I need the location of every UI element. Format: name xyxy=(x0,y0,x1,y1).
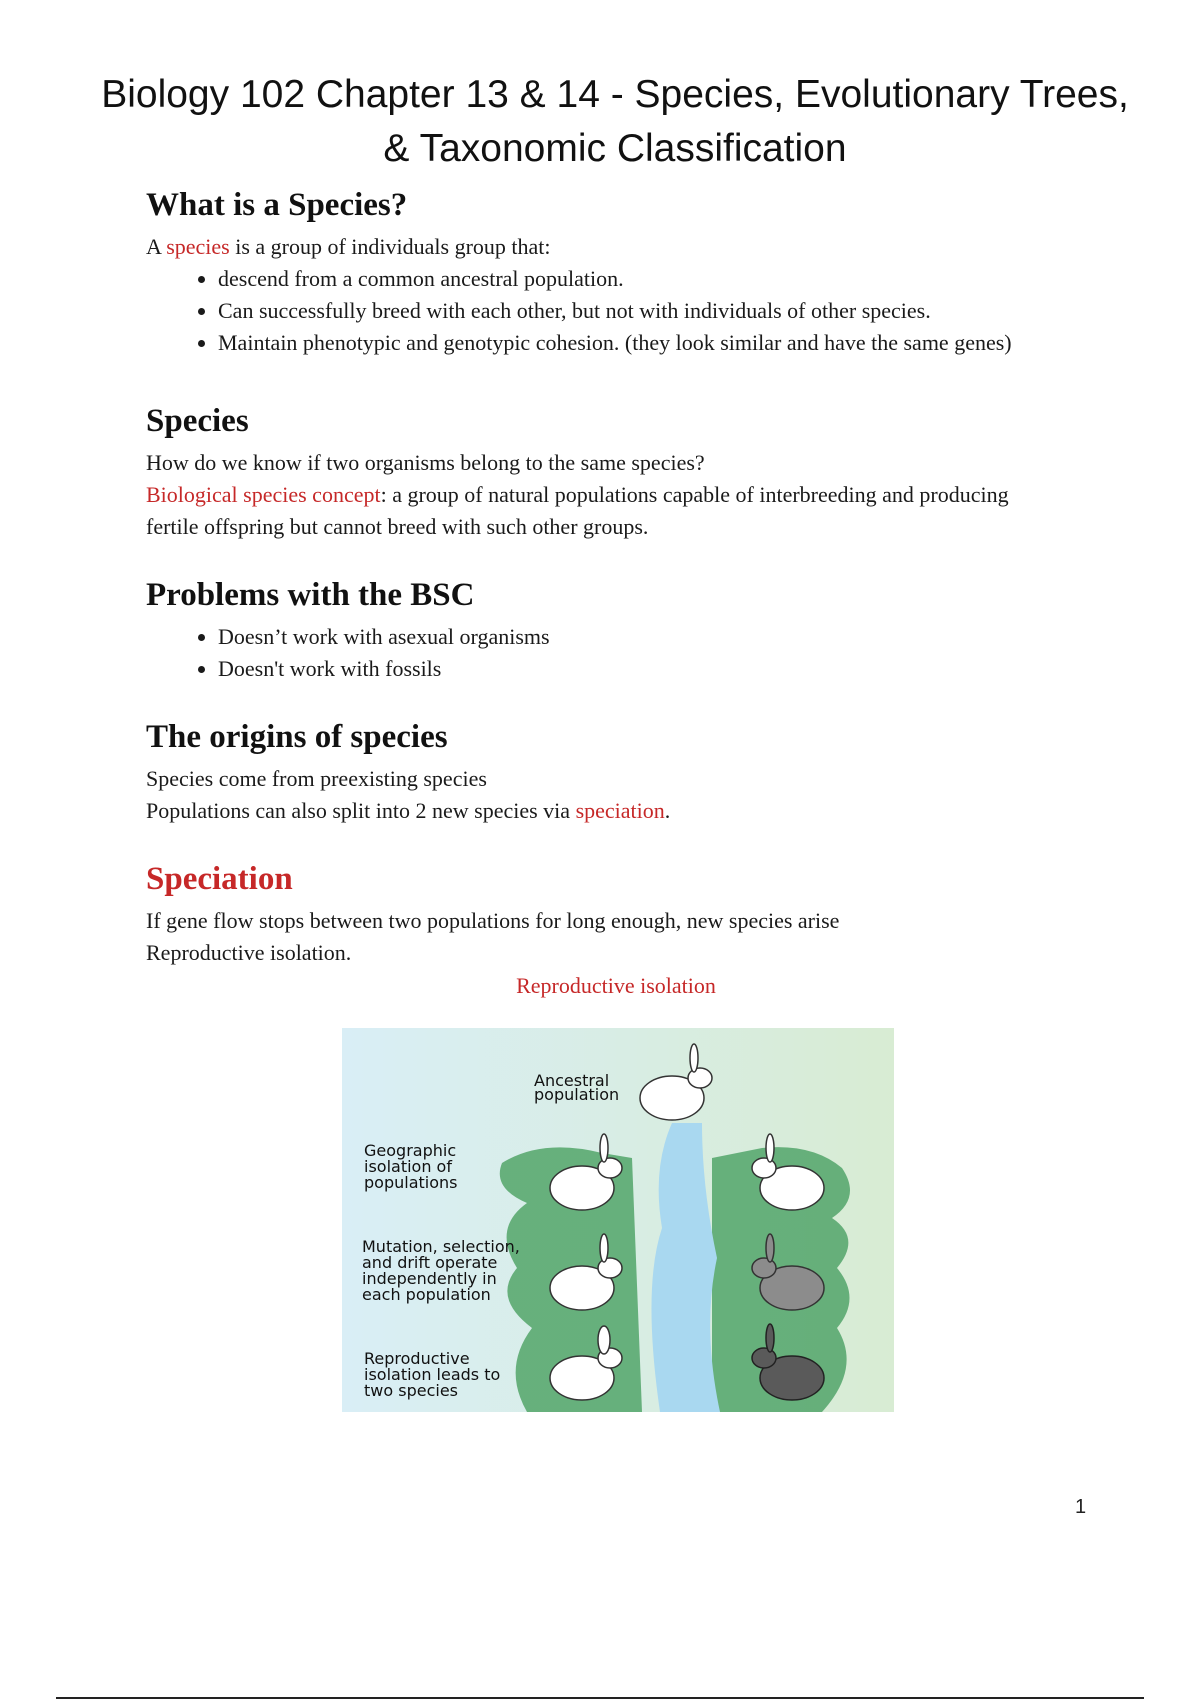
section-heading: Speciation xyxy=(146,861,293,897)
section-heading: What is a Species? xyxy=(146,187,408,223)
reproductive-isolation-figure xyxy=(342,1028,894,1412)
origins-line-1: Species come from preexisting species xyxy=(146,766,487,791)
document-title xyxy=(60,68,1170,176)
section-origins xyxy=(146,715,1046,827)
title-line-1: Biology 102 Chapter 13 & 14 - Species, Evolutionary Trees, xyxy=(101,73,1129,116)
section-problems-bsc xyxy=(146,573,1046,685)
species-intro: A species is a group of individuals group that: xyxy=(146,234,551,259)
bsc-term: Biological species concept xyxy=(146,482,381,507)
species-criteria-list xyxy=(146,263,1046,359)
list-item: • Can successfully breed with each other, but not with individuals of other species. xyxy=(218,295,1046,327)
speciation-line-1: If gene flow stops between two populations for long enough, new species arise xyxy=(146,908,840,933)
list-item: • Doesn't work with fossils xyxy=(218,653,1046,685)
figure-caption: Reproductive isolation xyxy=(516,973,716,998)
bsc-definition: Biological species concept: a group of natural populations capable of interbreeding and producing fertile offspring but cannot breed with such other groups. xyxy=(146,482,1009,539)
origins-line-2: Populations can also split into 2 new species via speciation. xyxy=(146,798,671,823)
species-question: How do we know if two organisms belong to the same species? xyxy=(146,450,705,475)
list-item: • Doesn’t work with asexual organisms xyxy=(218,621,1046,653)
figure-illustration xyxy=(342,1028,894,1412)
label-geographic: Geographic isolation of populations xyxy=(364,1141,458,1192)
section-heading: The origins of species xyxy=(146,719,448,755)
section-what-is-species xyxy=(146,183,1046,359)
speciation-term: speciation xyxy=(575,798,665,823)
label-mutation: Mutation, selection, and drift operate independently in each population xyxy=(362,1237,520,1304)
section-speciation xyxy=(146,857,1046,999)
list-item: • Maintain phenotypic and genotypic cohesion. (they look similar and have the same genes) xyxy=(218,327,1046,359)
section-heading: Problems with the BSC xyxy=(146,577,475,613)
label-reproductive: Reproductive isolation leads to two species xyxy=(364,1349,501,1400)
page-number: 1 xyxy=(1075,1496,1087,1518)
label-ancestral: Ancestral population xyxy=(534,1071,620,1104)
section-heading: Species xyxy=(146,403,249,439)
speciation-line-2: Reproductive isolation. xyxy=(146,940,352,965)
problems-list xyxy=(146,621,1046,685)
page-bottom-rule xyxy=(56,1697,1144,1699)
document-body xyxy=(146,183,1046,1029)
section-species xyxy=(146,399,1046,543)
list-item: • descend from a common ancestral population. xyxy=(218,263,1046,295)
species-term: species xyxy=(166,234,230,259)
title-line-2: & Taxonomic Classification xyxy=(383,127,847,170)
